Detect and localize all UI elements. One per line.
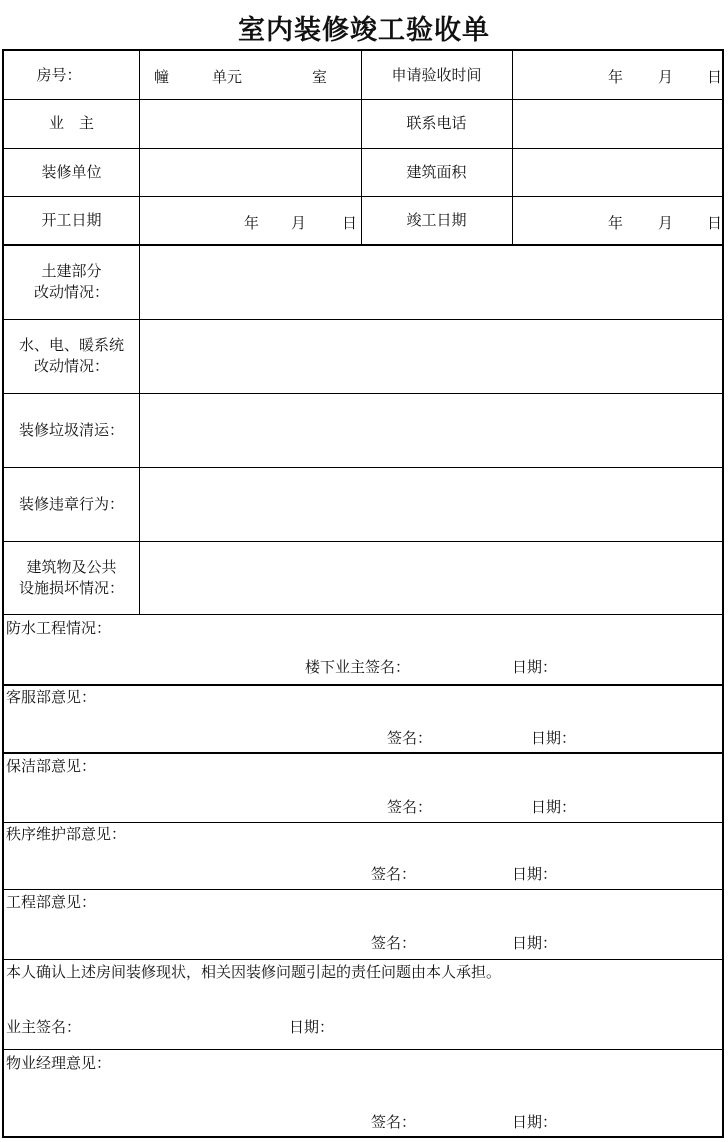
room-label: 房号： [36,65,82,84]
column-divider [139,51,140,614]
manager-date-label: 日期： [512,1113,558,1131]
area-label: 建筑面积 [406,162,467,181]
damage-line2: 设施损坏情况： [18,578,124,597]
owner-confirm-text: 本人确认上述房间装修现状，相关因装修问题引起的责任问题由本人承担。 [6,963,502,981]
finish-date-label: 竣工日期 [406,210,467,229]
phone-label: 联系电话 [406,114,467,132]
apply-day-label: 日 [707,68,723,86]
apply-time-label: 申请验收时间 [391,65,482,84]
customer-service-sign-label: 签名： [387,729,433,747]
manager-sign-label: 签名： [371,1113,417,1131]
owner-sign-label: 业主签名： [6,1018,82,1036]
waterproof-label: 防水工程情况： [6,619,112,637]
civil-changes-line2: 改动情况： [33,282,109,301]
owner-date-label: 日期： [289,1018,335,1036]
start-year-label: 年 [244,214,260,232]
waste-removal-label: 装修垃圾清运： [18,420,124,439]
start-date-label: 开工日期 [41,210,102,229]
row-divider [4,1049,722,1050]
contractor-label: 装修单位 [41,162,102,181]
column-divider [512,51,513,244]
engineering-sign-label: 签名： [371,934,417,952]
row-divider [4,752,722,754]
row-divider [4,684,722,686]
downstairs-sign-label: 楼下业主签名： [305,658,411,676]
damage-label [4,541,139,614]
start-day-label: 日 [342,214,358,232]
cleaning-date-label: 日期： [531,798,577,816]
row-divider [4,822,722,823]
mep-changes-line2: 改动情况： [33,357,109,375]
security-sign-label: 签名： [371,865,417,883]
security-label: 秩序维护部意见： [6,825,127,843]
row-divider [4,889,722,890]
engineering-date-label: 日期： [512,934,558,952]
customer-service-date-label: 日期： [531,729,577,747]
apply-year-label: 年 [608,68,624,86]
unit-unit-label: 单元 [212,68,243,86]
room-unit-label: 室 [312,68,328,86]
page-title: 室内装修竣工验收单 [238,15,490,46]
civil-changes-label [4,244,139,319]
security-date-label: 日期： [512,865,558,883]
acceptance-form [2,49,724,1138]
customer-service-label: 客服部意见： [6,688,97,706]
mep-changes-line1: 水、电、暖系统 [18,336,124,354]
cleaning-sign-label: 签名： [387,798,433,816]
owner-label: 业 主 [48,114,94,132]
row-divider [4,614,722,615]
row-divider [4,959,722,960]
engineering-label: 工程部意见： [6,893,97,911]
finish-year-label: 年 [608,214,624,232]
finish-day-label: 日 [707,214,723,232]
start-month-label: 月 [291,214,307,232]
finish-month-label: 月 [658,214,674,232]
cleaning-label: 保洁部意见： [6,757,97,775]
civil-changes-line1: 土建部分 [41,261,102,280]
building-unit-label: 幢 [154,68,170,86]
downstairs-date-label: 日期： [512,658,558,676]
mep-changes-label [4,319,139,393]
damage-line1: 建筑物及公共 [26,557,117,576]
violation-label: 装修违章行为： [18,494,124,513]
apply-month-label: 月 [658,68,674,86]
manager-label: 物业经理意见： [6,1054,112,1072]
